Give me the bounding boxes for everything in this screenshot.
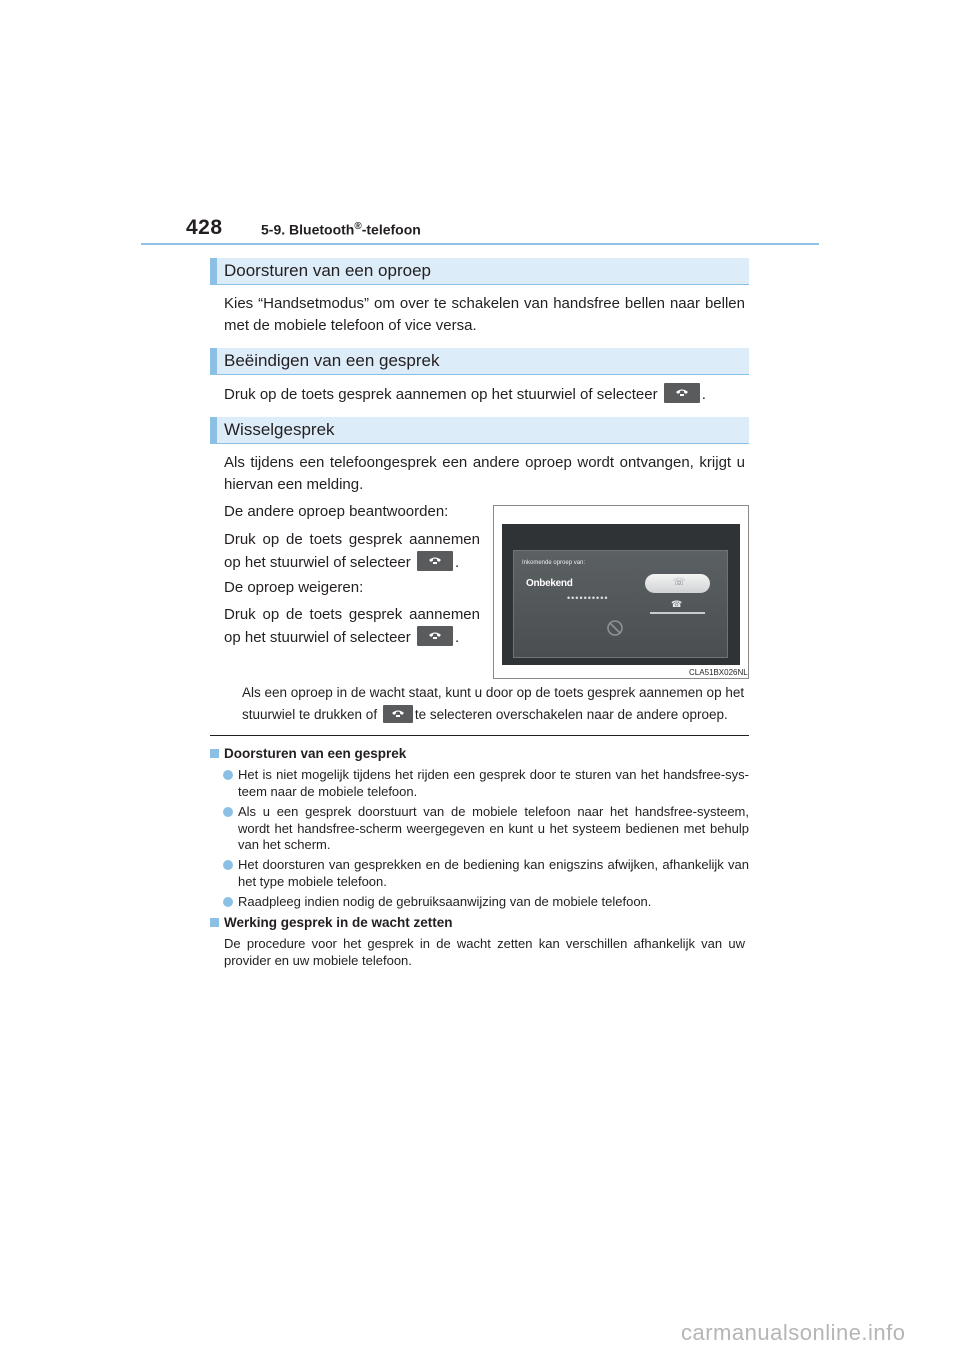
answer-text: Druk op de toets gesprek aannemen op het stuurwiel of selecteer .: [224, 531, 480, 571]
decline-icon[interactable]: [605, 618, 625, 638]
round-bullet-icon: [223, 897, 233, 907]
heading-wisselgesprek: Wisselgesprek: [210, 417, 749, 444]
phone-icon: ☏: [673, 577, 686, 588]
heading-beeindigen: Beëindigen van een gesprek: [210, 348, 749, 375]
info-bullet: Het doorsturen van gesprekken en de bediening kan enigszins afwijken, afhankelijk van het type mobiele telefoon.: [223, 857, 749, 890]
info-heading-doorsturen: Doorsturen van een gesprek: [210, 746, 406, 761]
beeindigen-text: Druk op de toets gesprek aannemen op het stuurwiel of selecteer .: [224, 383, 764, 406]
info-bullet: Raadpleeg indien nodig de gebruiksaanwijzing van de mobiele telefoon.: [223, 894, 749, 911]
reject-heading: De oproep weigeren:: [224, 579, 364, 596]
figure-code: CLA51BX026NL: [689, 668, 748, 677]
phone-icon: [391, 709, 405, 718]
phone-hold-icon[interactable]: ☎: [671, 599, 683, 609]
answer-call-button[interactable]: [417, 551, 453, 571]
section-prefix: 5-9. Bluetooth: [261, 221, 355, 238]
info-heading-wacht: Werking gesprek in de wacht zetten: [210, 915, 453, 930]
answer-heading: De andere oproep beantwoorden:: [224, 503, 449, 520]
incoming-call-panel: [513, 550, 728, 658]
heading-doorsturen: Doorsturen van een oproep: [210, 258, 749, 285]
header-rule: [141, 243, 819, 245]
page-number: 428: [186, 216, 223, 239]
info-bullet: Als u een gesprek doorstuurt van de mobiele telefoon naar het handsfree-systeem, wordt het handsfree-scherm weergegeven en kunt u het systeem bedienen met behulp van het scherm.: [223, 804, 749, 854]
incoming-call-header: Inkomende oproep van:: [522, 560, 586, 566]
square-bullet-icon: [210, 918, 219, 927]
hold-note-line1: Als een oproep in de wacht staat, kunt u door op de toets gesprek aannemen op het: [242, 685, 745, 700]
footer-watermark: carmanualsonline.info: [681, 1320, 906, 1345]
section-reference: [261, 221, 421, 238]
doorsturen-text: Kies “Handsetmodus” om over te schakelen van handsfree bellen naar bellen met de mobiele telefoon of vice versa.: [224, 295, 745, 334]
wacht-text: De procedure voor het gesprek in de wacht zetten kan verschillen afhankelijk van uw provider en uw mobiele telefoon.: [224, 936, 745, 968]
phone-icon: [428, 556, 442, 565]
round-bullet-icon: [223, 860, 233, 870]
reject-call-button[interactable]: [417, 626, 453, 646]
square-bullet-icon: [210, 749, 219, 758]
caller-number-mask: ••••••••••: [567, 593, 609, 603]
reject-text: Druk op de toets gesprek aannemen op het stuurwiel of selecteer .: [224, 606, 480, 646]
hold-note-line2: stuurwiel te drukken of te selecteren overschakelen naar de andere oproep.: [242, 707, 728, 722]
caller-name: Onbekend: [526, 578, 573, 589]
swap-call-button[interactable]: [383, 705, 413, 723]
section-divider: [210, 735, 749, 736]
end-call-button[interactable]: [664, 383, 700, 403]
info-bullet: Het is niet mogelijk tijdens het rijden een gesprek door te sturen van het handsfree-sys- teem naar de mobiele telefoon.: [223, 767, 749, 800]
screen-answer-button[interactable]: [645, 574, 710, 593]
phone-icon: [428, 631, 442, 640]
round-bullet-icon: [223, 807, 233, 817]
round-bullet-icon: [223, 770, 233, 780]
panel-divider: [650, 612, 705, 614]
section-suffix: -telefoon: [361, 221, 421, 238]
wisselgesprek-intro: Als tijdens een telefoongesprek een andere oproep wordt ontvangen, krijgt u hiervan een melding.: [224, 454, 745, 493]
phone-icon: [675, 388, 689, 397]
registered-mark: ®: [354, 221, 362, 232]
